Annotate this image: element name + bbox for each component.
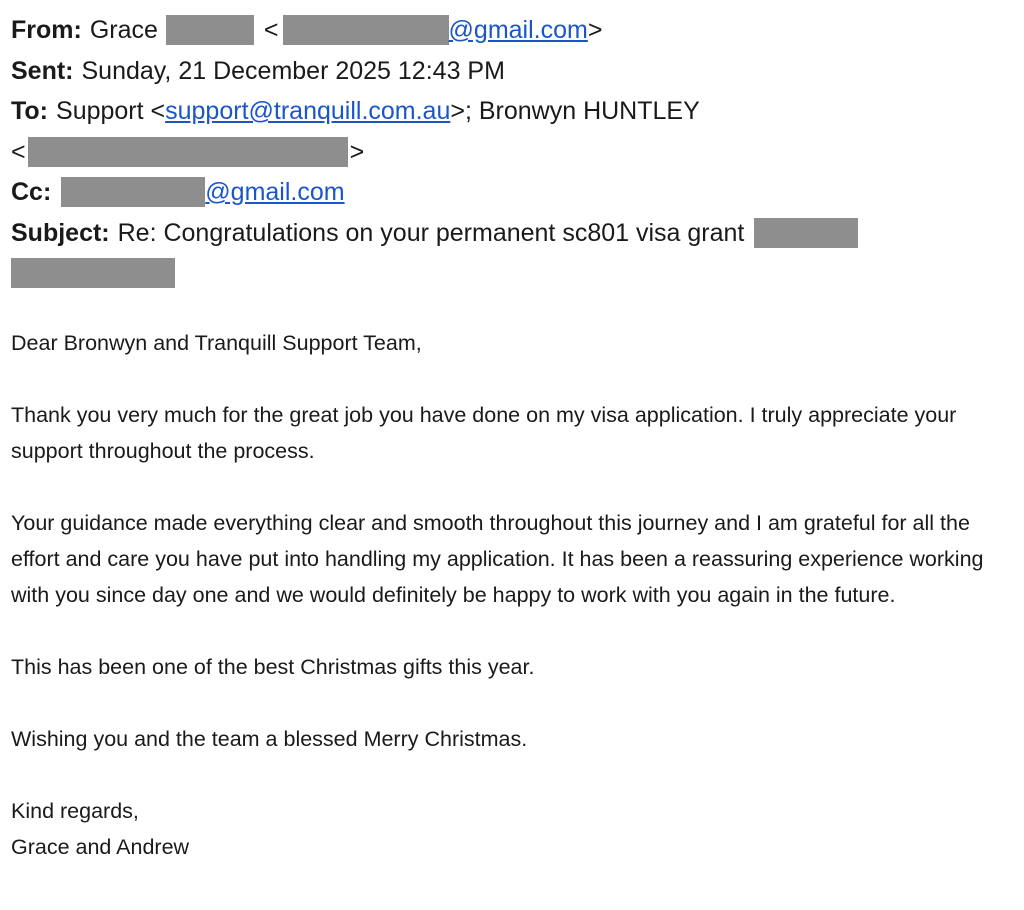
- support-email-link[interactable]: support@tranquill.com.au: [165, 97, 451, 125]
- redacted-recipient-email: [28, 137, 348, 167]
- redacted-subject-part: [754, 218, 858, 248]
- body-paragraph: Thank you very much for the great job you have done on my visa application. I truly appreciate your support throughout the process.: [11, 403, 957, 463]
- body-paragraph: Your guidance made everything clear and smooth throughout this journey and I am grateful for all the effort and care you have put into handling my application. It has been a reassuring experience working with you since day one and we would definitely be happy to work with you again in the future.: [11, 511, 984, 607]
- from-close-bracket: >: [587, 16, 603, 44]
- redacted-cc-email: [61, 177, 205, 207]
- sent-label: Sent:: [11, 56, 74, 85]
- sender-name: Grace: [89, 16, 158, 44]
- redacted-sender-surname: [166, 15, 254, 45]
- sent-date: Sunday, 21 December 2025 12:43 PM: [81, 56, 505, 85]
- to-line-continued: [11, 132, 1011, 173]
- body-paragraph: Wishing you and the team a blessed Merry Christmas.: [11, 727, 528, 751]
- signature-block: [11, 793, 1011, 865]
- subject-line-continued: [11, 253, 1011, 294]
- to-support-name: Support <: [56, 97, 166, 125]
- redacted-sender-email: [283, 15, 449, 45]
- from-line: [11, 10, 1011, 51]
- cc-label: Cc:: [11, 178, 52, 206]
- signature: Grace and Andrew: [11, 835, 190, 859]
- subject-line: [11, 213, 1011, 254]
- cc-email-link[interactable]: @gmail.com: [205, 178, 345, 206]
- from-label: From:: [11, 16, 82, 44]
- subject-label: Subject:: [11, 218, 110, 247]
- cc-line: [11, 172, 1011, 213]
- to-close-bracket: >: [349, 137, 365, 166]
- sent-line: [11, 51, 1011, 92]
- email-body: [11, 325, 1011, 865]
- signoff: Kind regards,: [11, 799, 139, 823]
- subject-text: Re: Congratulations on your permanent sc801 visa grant: [117, 218, 745, 247]
- redacted-subject-continuation: [11, 258, 175, 288]
- to-label: To:: [11, 97, 49, 125]
- email-header: [11, 10, 1011, 294]
- to-line: [11, 91, 1011, 132]
- to-second-recipient: >; Bronwyn HUNTLEY: [450, 97, 700, 125]
- to-open-bracket: <: [11, 137, 26, 166]
- greeting: Dear Bronwyn and Tranquill Support Team,: [11, 331, 422, 355]
- sender-email-link[interactable]: @gmail.com: [448, 16, 588, 44]
- from-open-bracket: <: [263, 16, 279, 44]
- body-paragraph: This has been one of the best Christmas gifts this year.: [11, 655, 535, 679]
